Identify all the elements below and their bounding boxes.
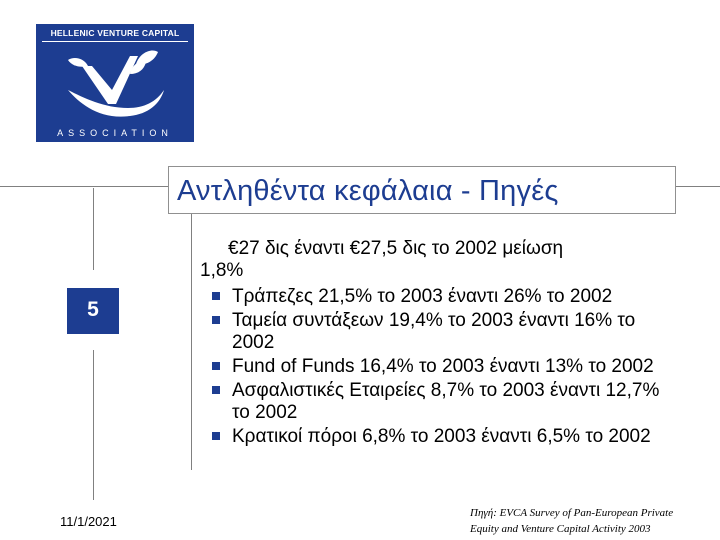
v-leaf-logo-icon [60,46,170,124]
source-note [470,505,710,537]
divider-line [676,186,720,187]
hvca-logo [36,24,194,142]
list-item-text: Τράπεζες 21,5% το 2003 έναντι 26% το 2002 [232,286,613,307]
square-bullet-icon [212,316,220,324]
list-item-text: Ασφαλιστικές Εταιρείες 8,7% το 2003 έναντι 12,7% το 2002 [232,380,660,423]
list-item [208,310,678,354]
list-item [208,356,678,378]
lead-line: 1,8% [200,260,244,281]
divider-line [93,350,94,500]
logo-bottom-text: ASSOCIATION [57,128,173,138]
lead-paragraph [200,238,670,282]
square-bullet-icon [212,386,220,394]
title-box [168,166,676,214]
page-title: Αντληθέντα κεφάλαια - Πηγές [177,175,559,207]
list-item-text: Fund of Funds 16,4% το 2003 έναντι 13% το 2002 [232,356,654,377]
source-line: Equity and Venture Capital Activity 2003 [470,523,651,535]
list-item [208,380,678,424]
square-bullet-icon [212,432,220,440]
list-item [208,286,678,308]
slide-date: 11/1/2021 [60,514,117,529]
square-bullet-icon [212,362,220,370]
logo-divider [42,41,188,42]
divider-line [0,186,168,187]
divider-line [93,188,94,270]
source-line: Πηγή: EVCA Survey of Pan-European Private [470,507,674,519]
lead-line: €27 δις έναντι €27,5 δις το 2002 μείωση [228,238,564,259]
list-item-text: Κρατικοί πόροι 6,8% το 2003 έναντι 6,5% το 2002 [232,426,651,447]
slide-number: 5 [87,298,99,321]
square-bullet-icon [212,292,220,300]
slide-number-badge [67,288,119,334]
bullet-list [208,286,678,450]
logo-top-text: HELLENIC VENTURE CAPITAL [50,28,180,38]
list-item-text: Ταμεία συντάξεων 19,4% το 2003 έναντι 16% το 2002 [232,310,636,353]
divider-line [191,208,192,470]
list-item [208,426,678,448]
